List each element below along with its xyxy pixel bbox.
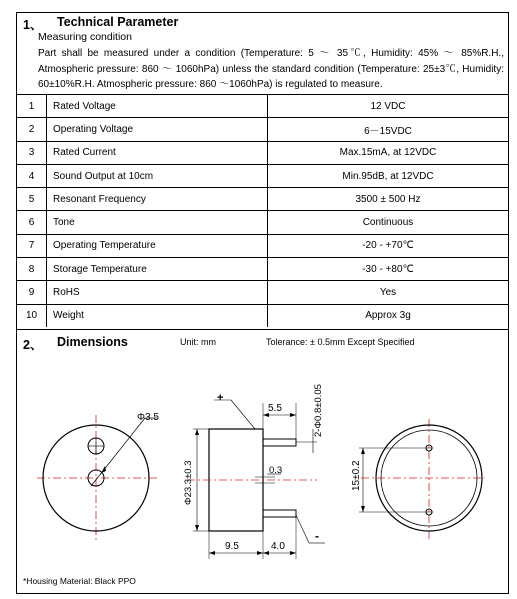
dimension-drawing <box>17 353 508 571</box>
table-row <box>17 211 508 234</box>
row-label: Storage Temperature <box>47 258 268 281</box>
row-value: Min.95dB, at 12VDC <box>268 164 509 187</box>
row-label: RoHS <box>47 281 268 304</box>
row-number: 4 <box>17 164 47 187</box>
section2-number: 2、 <box>23 338 43 352</box>
row-number: 3 <box>17 141 47 164</box>
table-row <box>17 304 508 327</box>
row-number: 5 <box>17 188 47 211</box>
section1-number: 1、 <box>23 18 43 32</box>
dim-4-0-label: 4.0 <box>271 541 285 552</box>
spec-sheet <box>16 12 509 594</box>
table-row <box>17 95 508 118</box>
side-view <box>183 384 325 559</box>
hole-diameter-label: Φ3.5 <box>137 412 159 423</box>
row-value: -30 - +80℃ <box>268 258 509 281</box>
polarity-plus-label: + <box>217 392 224 404</box>
section1-title: Technical Parameter <box>57 15 179 29</box>
housing-material-note: *Housing Material: Black PPO <box>23 576 136 586</box>
pin-diameter-label: 2-Φ0.8±0.05 <box>313 384 324 437</box>
row-value: Yes <box>268 281 509 304</box>
row-value: 3500 ± 500 Hz <box>268 188 509 211</box>
dim-9-5-label: 9.5 <box>225 541 239 552</box>
row-label: Weight <box>47 304 268 327</box>
row-number: 7 <box>17 234 47 257</box>
row-value: Approx 3g <box>268 304 509 327</box>
dim-5-5-label: 5.5 <box>268 403 282 414</box>
row-label: Rated Current <box>47 141 268 164</box>
tolerance-label: Tolerance: ± 0.5mm Except Specified <box>266 337 415 347</box>
measuring-condition-title: Measuring condition <box>38 31 132 43</box>
table-row <box>17 164 508 187</box>
table-row <box>17 141 508 164</box>
front-view <box>37 412 159 543</box>
rear-view <box>351 419 485 539</box>
polarity-minus-label: - <box>315 529 319 543</box>
row-value: Max.15mA, at 12VDC <box>268 141 509 164</box>
row-number: 10 <box>17 304 47 327</box>
row-label: Resonant Frequency <box>47 188 268 211</box>
row-label: Tone <box>47 211 268 234</box>
row-value: Continuous <box>268 211 509 234</box>
table-row <box>17 188 508 211</box>
dim-0-3-label: 0.3 <box>269 465 283 476</box>
table-row <box>17 234 508 257</box>
measuring-condition-text: Part shall be measured under a condition (Temperature: 5 ～ 35℃, Humidity: 45% ～ 85%R.H., Atmospheric pressure: 860 ～ 1060hPa) unless the standard condition (Temperature: 25±3℃, Humidity: 60±10%R.H. Atmospheric pressure: 860 ～1060hPa) is regulated to measure. <box>38 48 504 90</box>
row-label: Rated Voltage <box>47 95 268 118</box>
row-value: 6－15VDC <box>268 118 509 141</box>
table-row <box>17 281 508 304</box>
row-label: Sound Output at 10cm <box>47 164 268 187</box>
row-number: 6 <box>17 211 47 234</box>
row-value: 12 VDC <box>268 95 509 118</box>
dimensions-divider <box>17 329 508 330</box>
parameter-table <box>17 94 508 327</box>
section2-title: Dimensions <box>57 335 128 349</box>
table-row <box>17 258 508 281</box>
row-value: -20 - +70℃ <box>268 234 509 257</box>
row-number: 1 <box>17 95 47 118</box>
pin-pitch-label: 15±0.2 <box>351 460 362 491</box>
row-number: 8 <box>17 258 47 281</box>
row-label: Operating Voltage <box>47 118 268 141</box>
unit-label: Unit: mm <box>180 337 216 347</box>
row-number: 9 <box>17 281 47 304</box>
body-diameter-label: Φ23.3±0.3 <box>183 460 194 505</box>
row-label: Operating Temperature <box>47 234 268 257</box>
table-row <box>17 118 508 141</box>
row-number: 2 <box>17 118 47 141</box>
